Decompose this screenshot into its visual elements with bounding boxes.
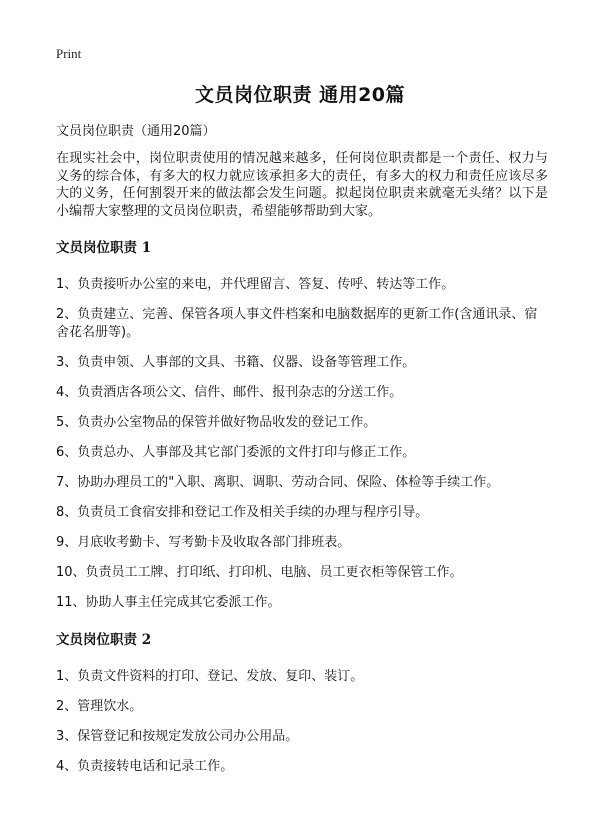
print-label: Print <box>56 46 82 61</box>
section-heading: 文员岗位职责 1 <box>56 240 152 256</box>
list-item: 7、协助办理员工的"入职、离职、调职、劳动合同、保险、体检等手续工作。 <box>56 474 500 490</box>
page-title: 文员岗位职责 通用20篇 <box>194 84 406 106</box>
list-item: 4、负责接转电话和记录工作。 <box>56 759 234 774</box>
list-item: 4、负责酒店各项公文、信件、邮件、报刊杂志的分送工作。 <box>56 384 403 400</box>
list-item: 9、月底收考勤卡、写考勤卡及收取各部门排班表。 <box>56 534 351 550</box>
list-item: 5、负责办公室物品的保管并做好物品收发的登记工作。 <box>56 414 377 430</box>
list-item: 10、负责员工工牌、打印纸、打印机、电脑、员工更衣柜等保管工作。 <box>56 564 463 580</box>
list-item: 1、负责文件资料的打印、登记、发放、复印、装订。 <box>56 669 364 684</box>
list-item: 1、负责接听办公室的来电，并代理留言、答复、传呼、转达等工作。 <box>56 277 455 292</box>
intro-paragraph: 在现实社会中，岗位职责使用的情况越来越多，任何岗位职责都是一个责任、权力与义务的综合体，有多大的权力就应该承担多大的责任，有多大的权力和责任应该尽多大的义务，任何割裂开来的做法都会发生问题。拟起岗位职责来就毫无头绪？以下是小编帮大家整理的文员岗位职责，希望能够帮助到大家。 <box>56 151 548 219</box>
list-item: 2、负责建立、完善、保管各项人事文件档案和电脑数据库的更新工作(含通讯录、宿舍花名册等)。 <box>56 307 538 340</box>
list-item: 11、协助人事主任完成其它委派工作。 <box>56 594 281 610</box>
list-item: 2、管理饮水。 <box>56 699 143 714</box>
document-subtitle: 文员岗位职责（通用20篇） <box>56 124 216 139</box>
section-2 <box>56 628 548 788</box>
section-heading: 文员岗位职责 2 <box>56 632 152 648</box>
list-item: 3、保管登记和按规定发放公司办公用品。 <box>56 729 299 744</box>
list-item: 8、负责员工食宿安排和登记工作及相关手续的办理与程序引导。 <box>56 504 429 520</box>
list-item: 6、负责总办、人事部及其它部门委派的文件打印与修正工作。 <box>56 444 416 460</box>
section-1 <box>56 236 548 624</box>
list-item: 3、负责申领、人事部的文具、书籍、仪器、设备等管理工作。 <box>56 354 416 370</box>
